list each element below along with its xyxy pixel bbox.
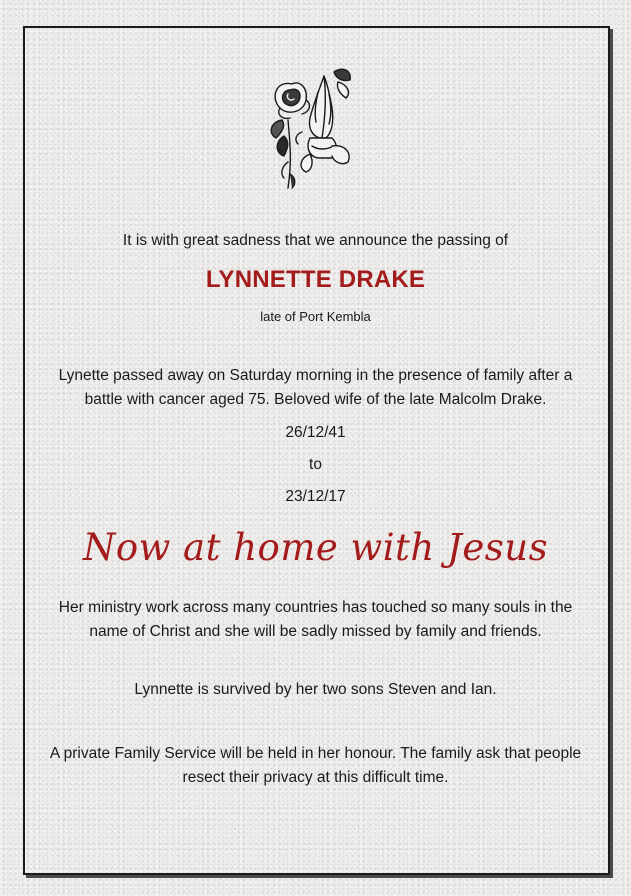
service-text: A private Family Service will be held in her honour. The family ask that people resect their privacy at this difficult time. xyxy=(49,745,582,786)
birth-date: 26/12/41 xyxy=(285,424,346,441)
date-separator: to xyxy=(309,456,322,473)
script-heading: Now at home with Jesus xyxy=(82,526,549,569)
rose-praying-hands-icon xyxy=(262,62,362,194)
survived-by-text: Lynnette is survived by her two sons Steven and Ian. xyxy=(134,681,497,698)
deceased-name: LYNNETTE DRAKE xyxy=(205,266,426,293)
passing-details: Lynette passed away on Saturday morning in the presence of family after a battle with cancer aged 75. Beloved wife of the late Malcolm Drake. xyxy=(58,367,573,408)
residence-text: late of Port Kembla xyxy=(260,309,371,324)
intro-text: It is with great sadness that we announce the passing of xyxy=(122,232,509,249)
death-date: 23/12/17 xyxy=(285,488,346,505)
ministry-text: Her ministry work across many countries has touched so many souls in the name of Christ and she will be sadly missed by family and friends. xyxy=(58,599,573,640)
